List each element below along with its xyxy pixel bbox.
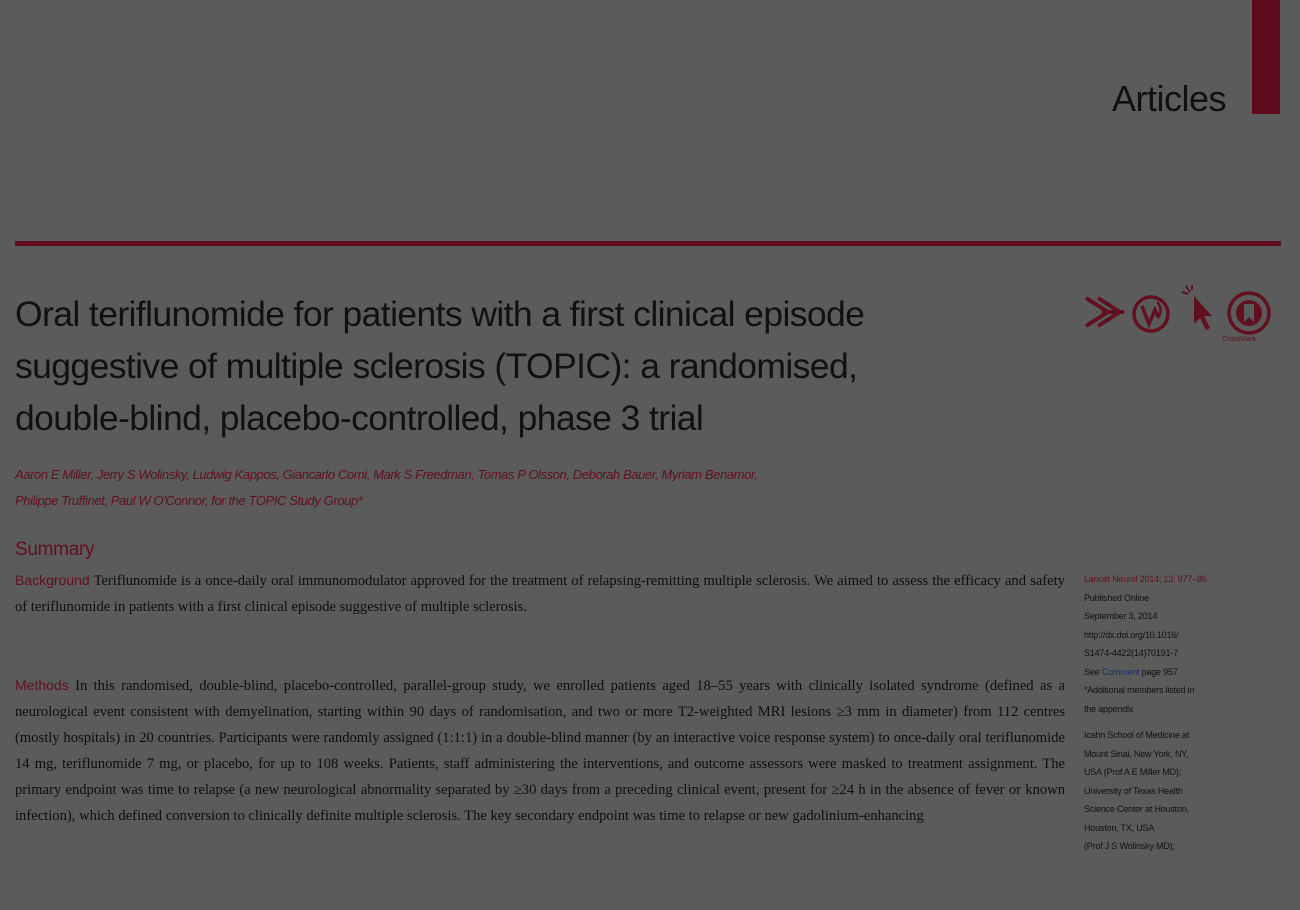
open-access-icon[interactable] bbox=[1131, 292, 1171, 339]
comment-link[interactable]: Comment bbox=[1101, 666, 1140, 677]
header-rule bbox=[15, 241, 1281, 246]
summary-heading: Summary bbox=[15, 539, 95, 560]
methods-text: In this randomised, double-blind, placebo-controlled, parallel-group study, we enrolled patients aged 18–55 years with clinically isolated syndrome (defined as a neurological event consistent with demyelination, starting within 90 days of randomisation, and two or more T2-weighted MRI lesions ≥3 mm in diameter) from 112 centres (mostly hospitals) in 20 countries. Participants were randomly assigned (1:1:1) in a double-blind manner (by an interactive voice response system) to once-daily oral teriflunomide 14 mg, teriflunomide 7 mg, or placebo, for up to 108 weeks. Patients, staff administering the interventions, and outcome assessors were masked to treatment assignment. The primary endpoint was time to relapse (a new neurological abnormality separated by ≥30 days from a preceding clinical event, present for ≥24 h in the absence of fever or known infection), which defined conversion to clinically definite multiple sclerosis. The key secondary endpoint was time to relapse or new gadolinium-enhancing bbox=[15, 678, 1065, 824]
section-label: Articles bbox=[1111, 78, 1226, 119]
crossmark-caption: CrossMark bbox=[1222, 336, 1256, 343]
see-comment bbox=[1084, 663, 1284, 682]
doi-link[interactable]: S1474-4422(14)70191-7 bbox=[1084, 648, 1178, 658]
methods-paragraph bbox=[15, 672, 1065, 910]
affiliation-line: Houston, TX, USA bbox=[1084, 822, 1155, 833]
header-accent-bar bbox=[1252, 0, 1280, 114]
affiliation-line: (Prof J S Wolinsky MD); bbox=[1084, 841, 1175, 851]
title-line: Oral teriflunomide for patients with a first clinical episode bbox=[15, 294, 865, 334]
published-date: September 3, 2014 bbox=[1084, 611, 1158, 621]
article-sidebar bbox=[1084, 570, 1284, 856]
click-icon[interactable] bbox=[1180, 284, 1216, 339]
title-line: double-blind, placebo-controlled, phase 3 trial bbox=[15, 398, 704, 438]
background-label: Background bbox=[15, 572, 90, 588]
footnote: *Additional members listed in bbox=[1084, 685, 1195, 695]
author-line[interactable]: Philippe Truffinet, Paul W O'Connor, for the TOPIC Study Group* bbox=[15, 493, 363, 508]
article-title bbox=[15, 288, 1055, 444]
footnote: the appendix bbox=[1084, 703, 1134, 714]
methods-label: Methods bbox=[15, 677, 69, 693]
see-suffix: page 957 bbox=[1139, 666, 1178, 677]
doi-link[interactable]: http://dx.doi.org/10.1016/ bbox=[1084, 629, 1179, 640]
title-line: suggestive of multiple sclerosis (TOPIC): a randomised, bbox=[15, 346, 858, 386]
author-line[interactable]: Aaron E Miller, Jerry S Wolinsky, Ludwig Kappos, Giancarlo Comi, Mark S Freedman, Tomas P Olsson, Deborah Bauer, Myriam Benamor, bbox=[15, 467, 758, 482]
see-prefix: See bbox=[1084, 666, 1102, 677]
arrow-icon[interactable] bbox=[1084, 294, 1126, 335]
background-paragraph bbox=[15, 567, 1065, 620]
background-text: Teriflunomide is a once-daily oral immunomodulator approved for the treatment of relapsing-remitting multiple sclerosis. We aimed to assess the efficacy and safety of teriflunomide in patients with a first clinical episode suggestive of multiple sclerosis. bbox=[15, 573, 1065, 615]
article-icons bbox=[1084, 288, 1284, 348]
crossmark-icon[interactable] bbox=[1226, 290, 1272, 341]
affiliation-line: USA (Prof A E Miller MD); bbox=[1084, 767, 1182, 777]
affiliation-line: Icahn School of Medicine at bbox=[1084, 730, 1190, 740]
published-label: Published Online bbox=[1084, 592, 1149, 603]
journal-citation[interactable]: Lancet Neurol 2014; 13: 977–86 bbox=[1084, 574, 1207, 584]
affiliation-line: University of Texas Health bbox=[1084, 785, 1183, 796]
author-list bbox=[15, 462, 1015, 514]
affiliation-line: Science Center at Houston, bbox=[1084, 804, 1189, 814]
affiliation-line: Mount Sinai, New York, NY, bbox=[1084, 748, 1189, 759]
